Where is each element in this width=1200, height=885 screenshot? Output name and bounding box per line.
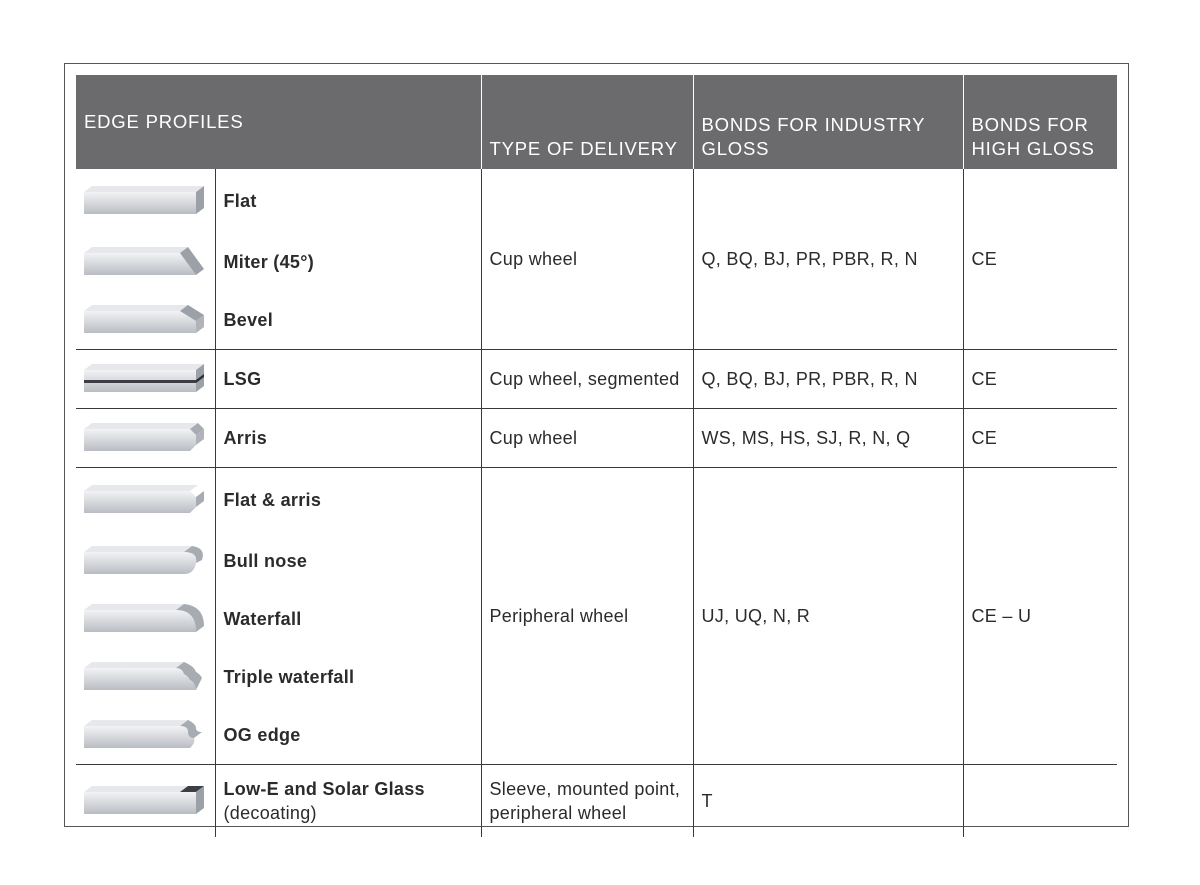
header-bonds-high-gloss: BONDS FOR HIGH GLOSS — [963, 75, 1117, 169]
flat-arris-edge-icon — [84, 468, 207, 532]
profile-note: (decoating) — [223, 802, 317, 823]
profile-name: Flat & arris — [223, 490, 322, 510]
delivery-cell: Cup wheel — [481, 169, 693, 350]
industry-gloss-cell: T — [693, 765, 963, 837]
table-row — [76, 409, 1117, 468]
profile-name: Triple waterfall — [223, 667, 355, 687]
industry-gloss-cell: UJ, UQ, N, R — [693, 468, 963, 765]
profile-name: Flat — [223, 191, 257, 211]
header-row — [76, 75, 1117, 169]
header-edge-profiles: EDGE PROFILES — [76, 75, 481, 169]
edge-profiles-table — [76, 75, 1117, 837]
arris-edge-icon — [84, 409, 207, 467]
profile-name: Bull nose — [223, 551, 308, 571]
profile-name: Bevel — [223, 310, 274, 330]
industry-gloss-cell: Q, BQ, BJ, PR, PBR, R, N — [693, 350, 963, 409]
table-row — [76, 169, 1117, 350]
low-e-edge-icon — [84, 772, 207, 830]
profile-name: Miter (45°) — [223, 252, 315, 272]
flat-edge-icon — [84, 169, 207, 233]
high-gloss-cell: CE — [963, 169, 1117, 350]
high-gloss-cell: CE – U — [963, 468, 1117, 765]
high-gloss-cell — [963, 765, 1117, 837]
table-row — [76, 468, 1117, 765]
triple-waterfall-edge-icon — [84, 648, 207, 706]
table-row — [76, 765, 1117, 837]
industry-gloss-cell: WS, MS, HS, SJ, R, N, Q — [693, 409, 963, 468]
waterfall-edge-icon — [84, 590, 207, 648]
high-gloss-cell: CE — [963, 409, 1117, 468]
delivery-cell: Sleeve, mounted point, peripheral wheel — [481, 765, 693, 837]
miter-edge-icon — [84, 233, 207, 291]
header-bonds-industry-gloss: BONDS FOR INDUSTRY GLOSS — [693, 75, 963, 169]
table-row — [76, 350, 1117, 409]
delivery-cell: Cup wheel — [481, 409, 693, 468]
bevel-edge-icon — [84, 291, 207, 349]
profile-name: Arris — [223, 428, 268, 448]
profile-name: OG edge — [223, 725, 301, 745]
lsg-edge-icon — [84, 350, 207, 408]
delivery-cell: Peripheral wheel — [481, 468, 693, 765]
delivery-cell: Cup wheel, segmented — [481, 350, 693, 409]
profile-name: Low-E and Solar Glass — [223, 778, 425, 799]
og-edge-icon — [84, 706, 207, 764]
header-type-of-delivery: TYPE OF DELIVERY — [481, 75, 693, 169]
high-gloss-cell: CE — [963, 350, 1117, 409]
profile-name: Waterfall — [223, 609, 302, 629]
profile-name: LSG — [223, 369, 262, 389]
bull-nose-edge-icon — [84, 532, 207, 590]
industry-gloss-cell: Q, BQ, BJ, PR, PBR, R, N — [693, 169, 963, 350]
